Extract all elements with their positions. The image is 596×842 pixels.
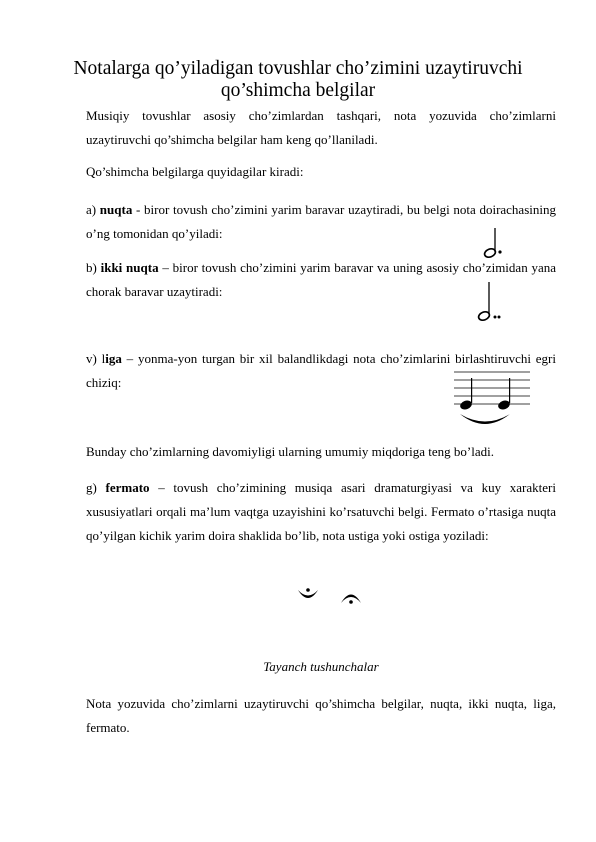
term-liga: iga (105, 351, 122, 366)
term-fermato: fermato (105, 480, 150, 495)
double-dotted-half-note-icon (472, 280, 512, 324)
fermata-above-icon (339, 586, 363, 608)
keywords-text: Nota yozuvida cho’zimlarni uzaytiruvchi qo’shimcha belgilar, nuqta, ikki nuqta, liga, fermato. (86, 696, 556, 735)
fermata-below-icon (296, 584, 320, 606)
page-title: Notalarga qo’yiladigan tovushlar cho’zimini uzaytiruvchi qo’shimcha belgilar (73, 58, 523, 101)
tie-notation-icon (450, 368, 532, 430)
term-nuqta: nuqta (99, 202, 133, 217)
item-v-liga: v) liga – yonma-yon turgan bir xil balandlikdagi nota cho’zimlarini birlashtiruvchi egri chiziq: (86, 351, 556, 390)
dotted-half-note-icon (474, 226, 514, 260)
item-b-ikki-nuqta: b) ikki nuqta – biror tovush cho’zimini yarim baravar va uning asosiy cho’zimidan yana chorak baravar uzaytiradi: (86, 260, 557, 299)
keywords-heading: Tayanch tushunchalar (263, 659, 379, 674)
item-a-nuqta: a) nuqta - biror tovush cho’zimini yarim baravar uzaytiradi, bu belgi nota doirachasining o’ng tomonidan qo’yiladi: (86, 202, 556, 241)
list-intro: Qo’shimcha belgilarga quyidagilar kiradi: (86, 164, 304, 179)
liga-note: Bunday cho’zimlarning davomiyligi ularning umumiy miqdoriga teng bo’ladi. (86, 444, 494, 459)
item-g-fermato: g) fermato – tovush cho’zimining musiqa asari dramaturgiyasi va kuy xarakteri xususiyatlari orqali ma’lum vaqtga uzayishini ko’rsatuvchi belgi. Fermato o’rtasiga nuqta qo’yilgan kichik yarim doira shaklida bo’lib, nota ustiga yoki ostiga yoziladi: (86, 480, 556, 543)
intro-paragraph: Musiqiy tovushlar asosiy cho’zimlardan tashqari, nota yozuvida cho’zimlarni uzaytiruvchi qo’shimcha belgilar ham keng qo’llaniladi. (86, 108, 556, 147)
term-ikki-nuqta: ikki nuqta (100, 260, 159, 275)
